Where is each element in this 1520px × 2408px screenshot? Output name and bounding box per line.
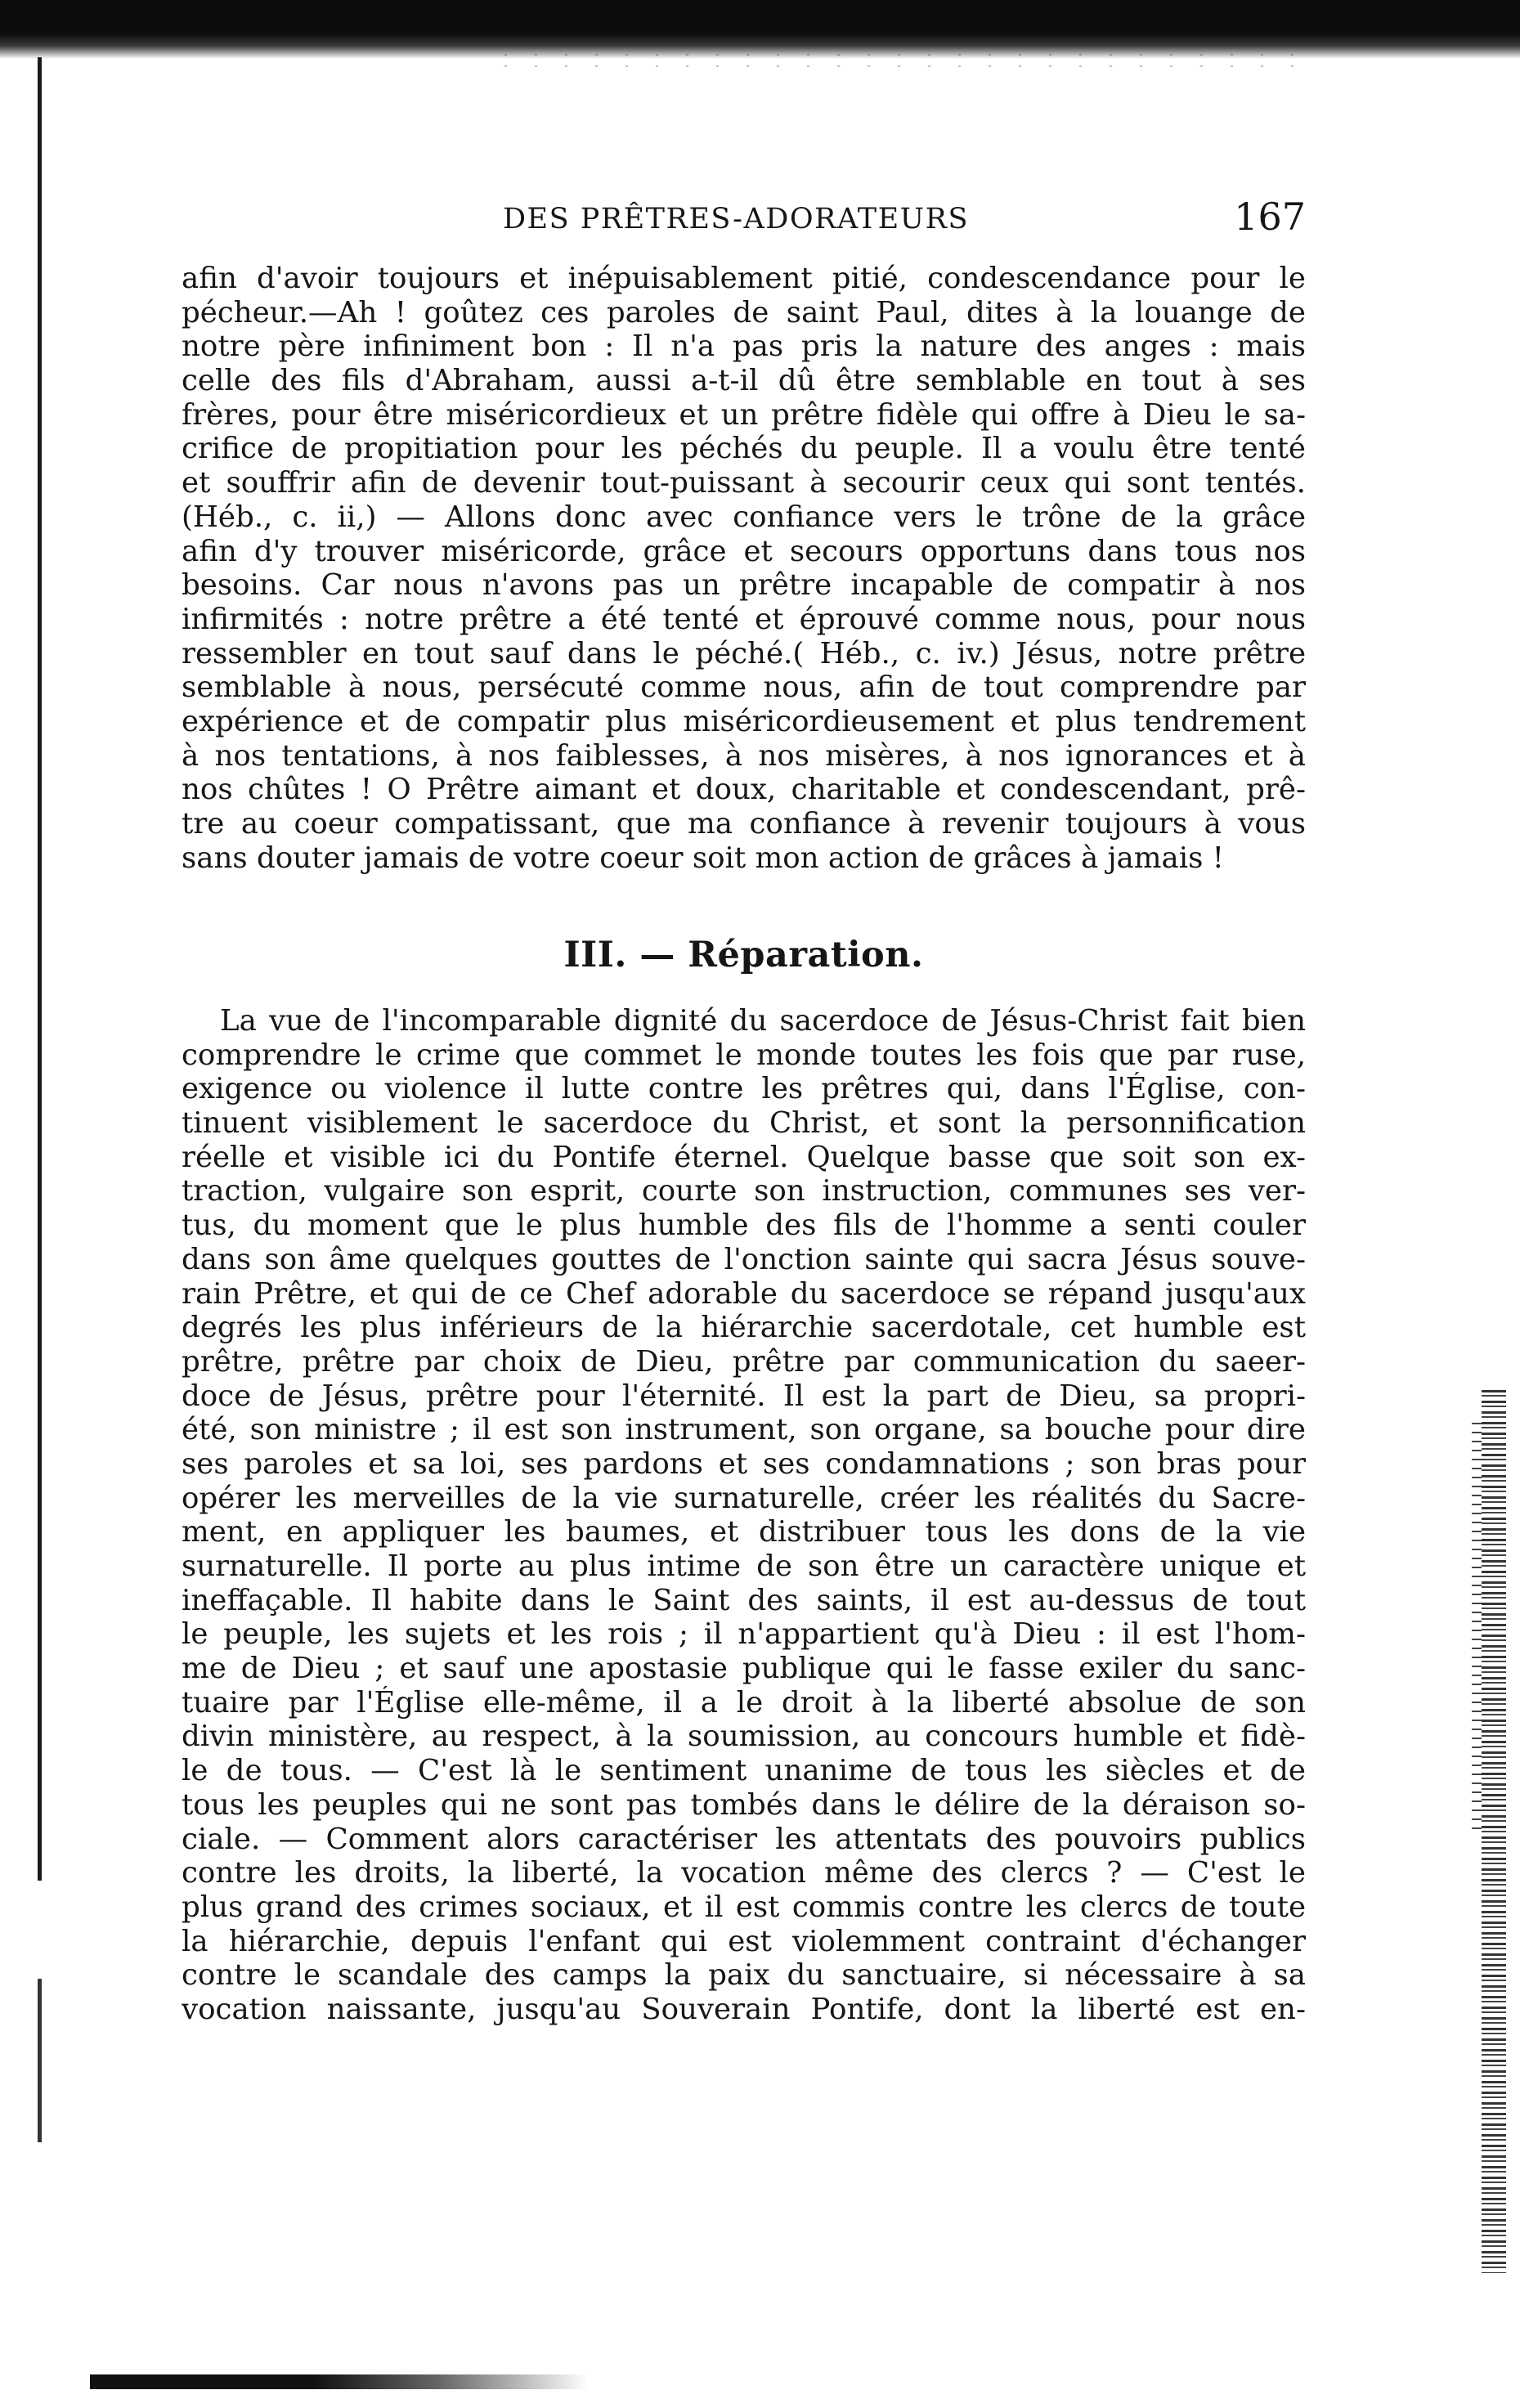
text-line: contre le scandale des camps la paix du sanctuaire, si nécessaire à sa	[182, 1958, 1306, 1993]
text-line: afin d'avoir toujours et inépuisablement pitié, condescendance pour le	[182, 262, 1306, 295]
text-line: opérer les merveilles de la vie surnaturelle, créer les réalités du Sacre-	[182, 1481, 1306, 1515]
paragraph-continuation	[182, 262, 1306, 875]
text-line: nos chûtes ! O Prêtre aimant et doux, charitable et condescendant, prê-	[182, 773, 1306, 807]
text-line: pécheur.—Ah ! goûtez ces paroles de saint Paul, dites à la louange de	[182, 295, 1306, 330]
text-line: à nos tentations, à nos faiblesses, à nos misères, à nos ignorances et à	[182, 738, 1306, 773]
section-heading: III. — Réparation.	[563, 935, 924, 975]
page-header	[182, 195, 1306, 252]
scan-left-edge-lower	[38, 1979, 42, 2142]
text-line: (Héb., c. ii,) — Allons donc avec confiance vers le trône de la grâce	[182, 500, 1306, 534]
text-line: celle des fils d'Abraham, aussi a-t-il dû être semblable en tout à ses	[182, 364, 1306, 398]
scan-bottom-edge	[90, 2374, 589, 2389]
text-line: rain Prêtre, et qui de ce Chef adorable du sacerdoce se répand jusqu'aux	[182, 1276, 1306, 1311]
text-line: et souffrir afin de devenir tout-puissant à secourir ceux qui sont tentés.	[182, 466, 1306, 500]
text-line: crifice de propitiation pour les péchés du peuple. Il a voulu être tenté	[182, 432, 1306, 466]
text-line: sans douter jamais de votre coeur soit mon action de grâces à jamais !	[182, 841, 1224, 875]
text-line: prêtre, prêtre par choix de Dieu, prêtre par communication du saeer-	[182, 1344, 1306, 1379]
text-line: ses paroles et sa loi, ses pardons et ses condamnations ; son bras pour	[182, 1446, 1306, 1481]
scan-right-edge	[1482, 1390, 1506, 2273]
text-line: tuaire par l'Église elle-même, il a le droit à la liberté absolue de son	[182, 1685, 1306, 1720]
text-line: comprendre le crime que commet le monde toutes les fois que par ruse,	[182, 1038, 1306, 1072]
text-line: été, son ministre ; il est son instrument, son organe, sa bouche pour dire	[182, 1413, 1306, 1447]
text-line: contre les droits, la liberté, la vocation même des clercs ? — C'est le	[182, 1856, 1306, 1890]
text-line: tinuent visiblement le sacerdoce du Christ, et sont la personnification	[182, 1106, 1306, 1141]
text-line: dans son âme quelques gouttes de l'onction sainte qui sacra Jésus souve-	[182, 1242, 1306, 1276]
text-line: me de Dieu ; et sauf une apostasie publique qui le fasse exiler du sanc-	[182, 1652, 1306, 1686]
text-line: degrés les plus inférieurs de la hiérarchie sacerdotale, cet humble est	[182, 1311, 1306, 1345]
running-head: DES PRÊTRES-ADORATEURS	[503, 203, 969, 235]
text-line: ineffaçable. Il habite dans le Saint des saints, il est au-dessus de tout	[182, 1583, 1306, 1617]
text-line: tre au coeur compatissant, que ma confiance à revenir toujours à vous	[182, 807, 1306, 841]
text-line: expérience et de compatir plus miséricordieusement et plus tendrement	[182, 704, 1306, 738]
text-line: vocation naissante, jusqu'au Souverain Pontife, dont la liberté est en-	[182, 1992, 1306, 2026]
text-line: ment, en appliquer les baumes, et distribuer tous les dons de la vie	[182, 1515, 1306, 1549]
text-line: afin d'y trouver miséricorde, grâce et secours opportuns dans tous nos	[182, 534, 1306, 568]
text-line: La vue de l'incomparable dignité du sacerdoce de Jésus-Christ fait bien	[220, 1004, 1306, 1038]
text-line: tous les peuples qui ne sont pas tombés dans le délire de la déraison so-	[182, 1787, 1306, 1822]
text-line: divin ministère, au respect, à la soumission, au concours humble et fidè-	[182, 1720, 1306, 1754]
text-line: exigence ou violence il lutte contre les prêtres qui, dans l'Église, con-	[182, 1072, 1306, 1106]
paragraph-reparation	[182, 1004, 1306, 2027]
text-line: semblable à nous, persécuté comme nous, afin de tout comprendre par	[182, 670, 1306, 705]
text-line: notre père infiniment bon : Il n'a pas pris la nature des anges : mais	[182, 330, 1306, 364]
scan-right-dots	[1472, 1423, 1482, 1832]
text-line: frères, pour être miséricordieux et un prêtre fidèle qui offre à Dieu le sa-	[182, 397, 1306, 432]
text-line: traction, vulgaire son esprit, courte son instruction, communes ses ver-	[182, 1174, 1306, 1208]
text-line: besoins. Car nous n'avons pas un prêtre incapable de compatir à nos	[182, 568, 1306, 603]
text-line: la hiérarchie, depuis l'enfant qui est violemment contraint d'échanger	[182, 1924, 1306, 1958]
scan-speckle	[491, 49, 1308, 74]
text-line: plus grand des crimes sociaux, et il est commis contre les clercs de toute	[182, 1890, 1306, 1924]
text-line: surnaturelle. Il porte au plus intime de son être un caractère unique et	[182, 1549, 1306, 1583]
text-line: tus, du moment que le plus humble des fils de l'homme a senti couler	[182, 1208, 1306, 1243]
text-line: ciale. — Comment alors caractériser les attentats des pouvoirs publics	[182, 1822, 1306, 1856]
text-line: infirmités : notre prêtre a été tenté et éprouvé comme nous, pour nous	[182, 602, 1306, 636]
text-line: doce de Jésus, prêtre pour l'éternité. Il est la part de Dieu, sa propri-	[182, 1379, 1306, 1413]
scan-left-edge	[38, 57, 42, 1881]
text-line: réelle et visible ici du Pontife éternel. Quelque basse que soit son ex-	[182, 1140, 1306, 1174]
text-line: le de tous. — C'est là le sentiment unanime de tous les siècles et de	[182, 1754, 1306, 1788]
text-line: le peuple, les sujets et les rois ; il n'appartient qu'à Dieu : il est l'hom-	[182, 1617, 1306, 1652]
page-number: 167	[1234, 195, 1306, 239]
text-line: ressembler en tout sauf dans le péché.( Héb., c. iv.) Jésus, notre prêtre	[182, 636, 1306, 670]
